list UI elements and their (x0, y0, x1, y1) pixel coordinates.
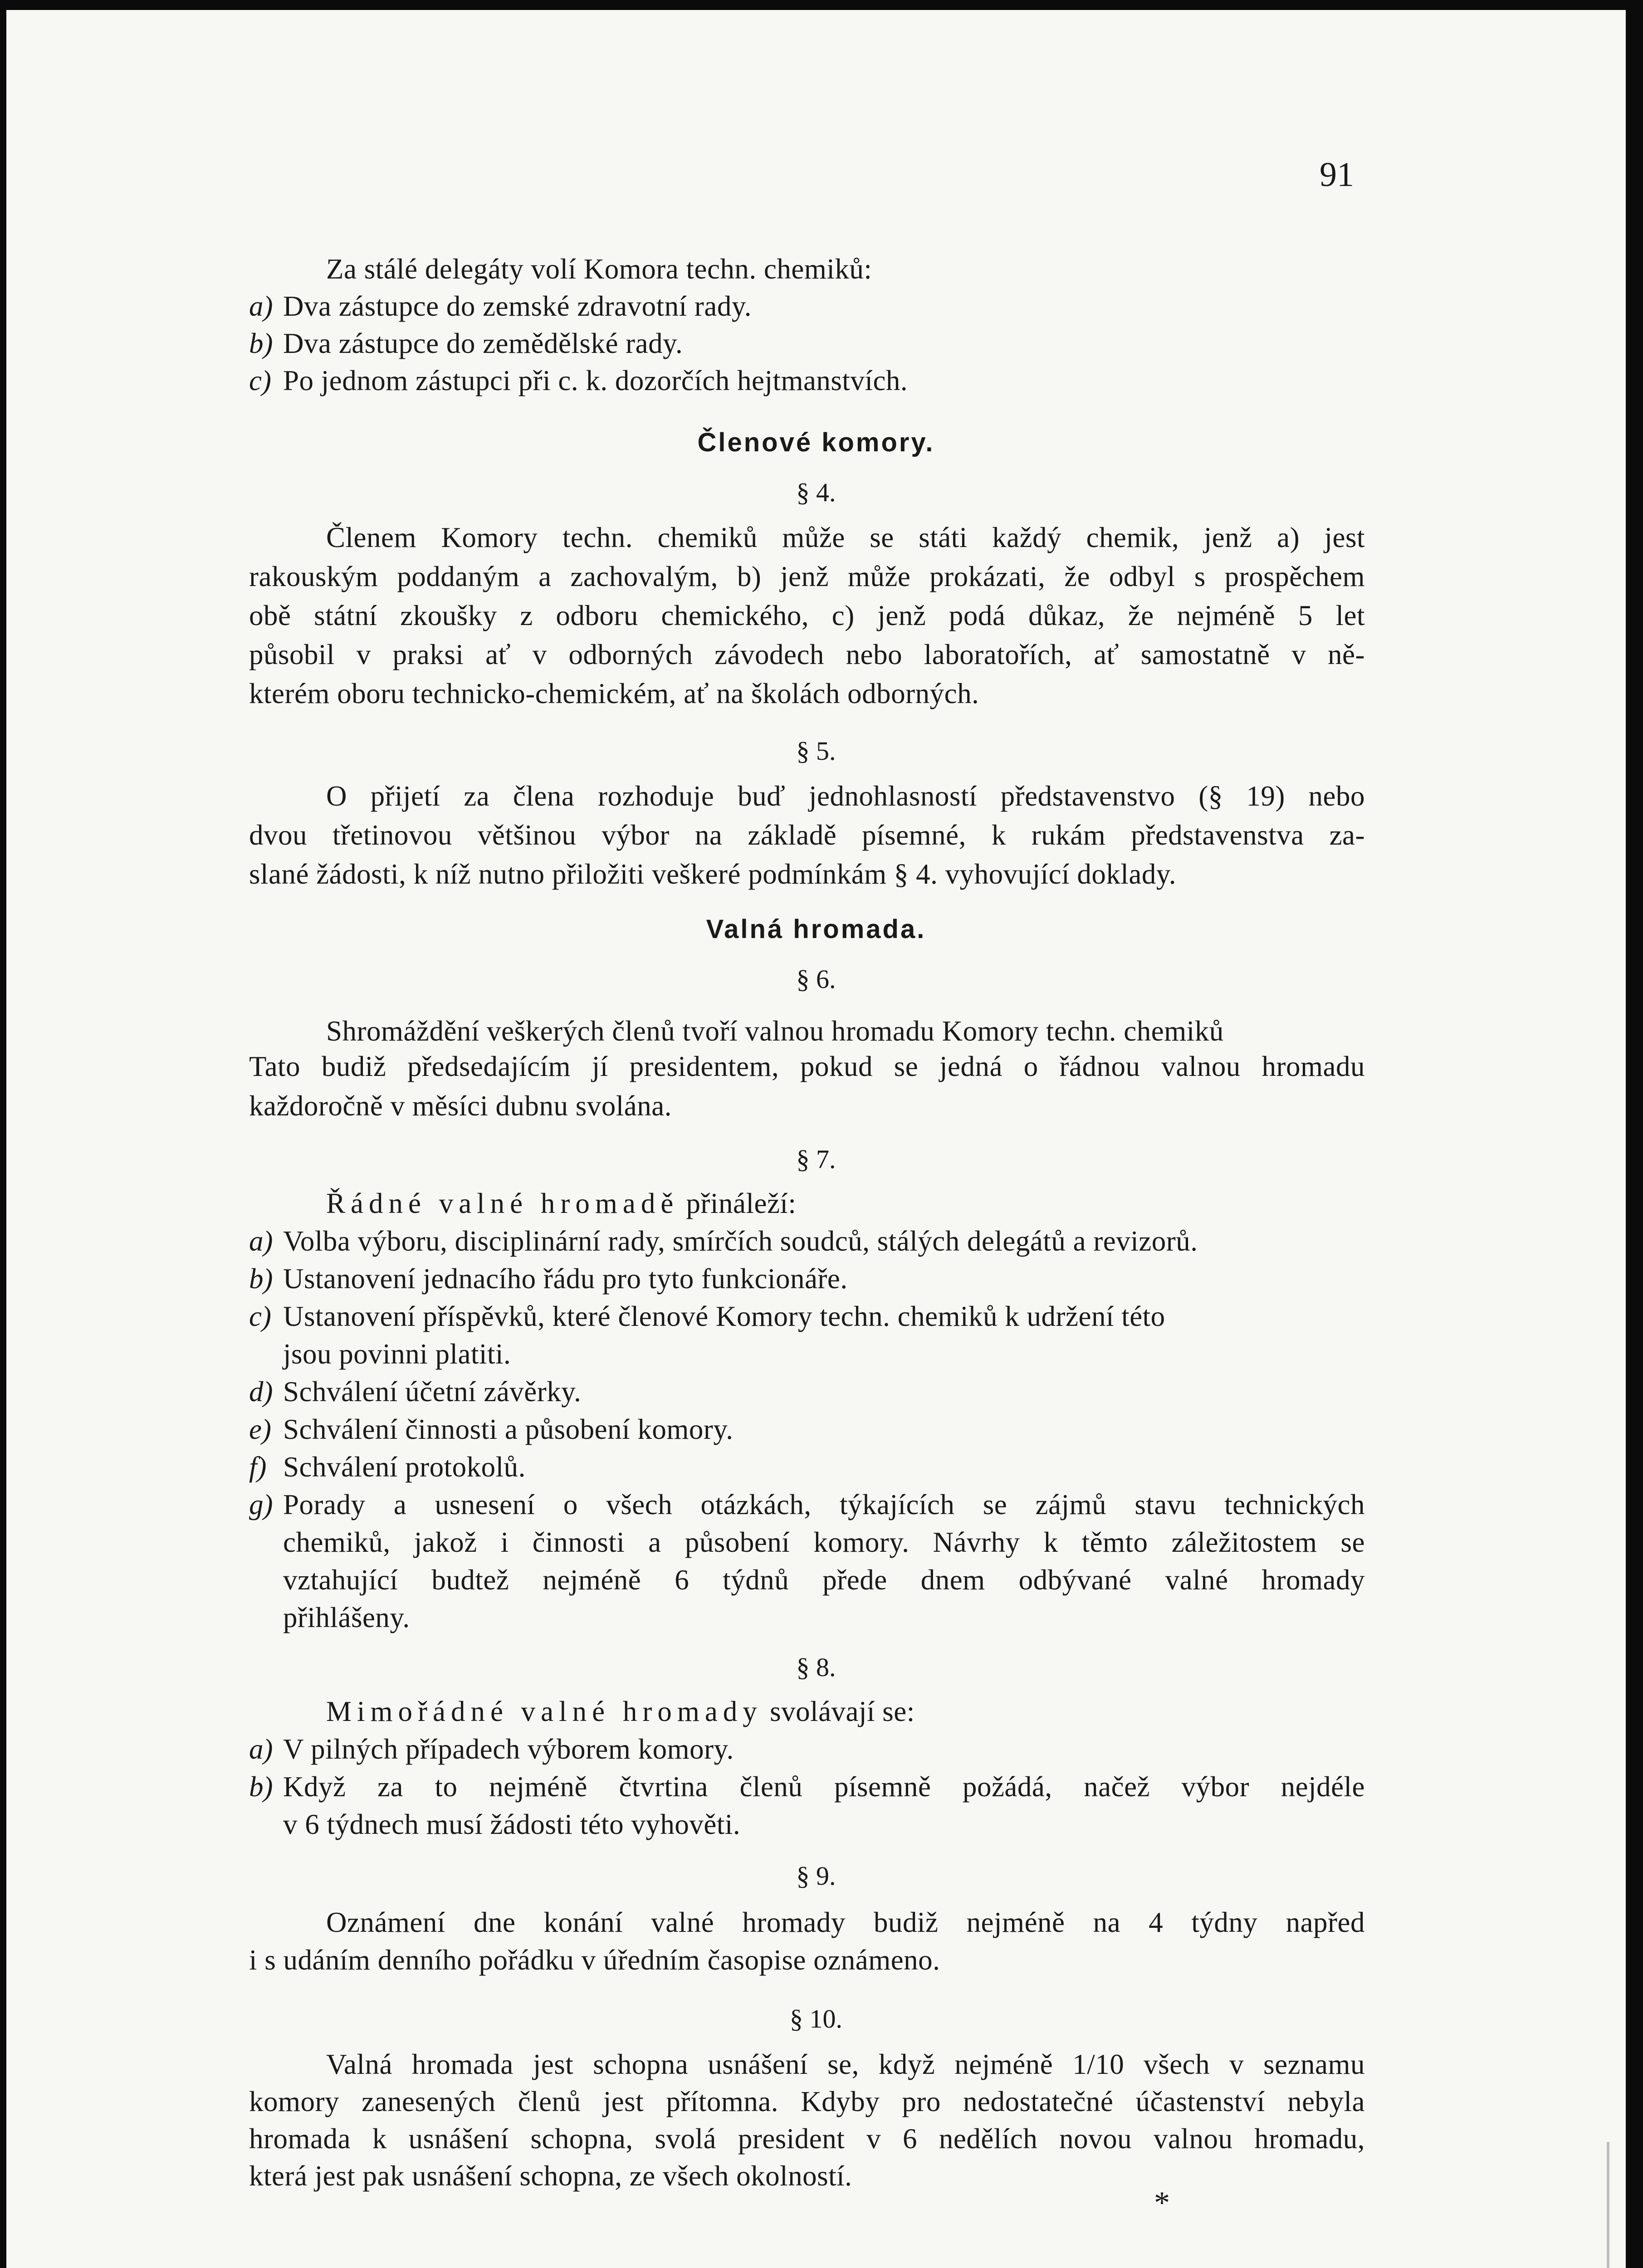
text-line: působil v praksi ať v odborných závodech nebo laboratořích, ať samostatně v ně- (249, 639, 1365, 670)
text-line: Valná hromada jest schopna usnášení se, když nejméně 1/10 všech v seznamu (326, 2048, 1365, 2080)
text-line: Oznámení dne konání valné hromady budiž nejméně na 4 týdny napřed (326, 1906, 1365, 1938)
list-item: Schválení účetní závěrky. (283, 1376, 582, 1408)
paragraph-mark: § 8. (796, 1652, 836, 1682)
paragraph-intro (326, 1697, 1365, 1726)
section-heading: Valná hromada. (706, 914, 926, 944)
paragraph-intro (326, 1189, 1365, 1218)
list-item-cont: vztahující budtež nejméně 6 týdnů přede dnem odbývané valné hromady (283, 1564, 1365, 1596)
text-line: dvou třetinovou většinou výbor na základě písemné, k rukám představenstva za- (249, 819, 1365, 851)
text-line: kterém oboru technicko-chemickém, ať na školách odborných. (249, 678, 979, 709)
asterisk-mark: * (1154, 2185, 1170, 2220)
list-label: b) (249, 1263, 273, 1295)
list-label: f) (249, 1451, 267, 1483)
list-item-cont: chemiků, jakož i činnosti a působení komory. Návrhy k těmto záležitostem se (283, 1526, 1365, 1558)
text-line: každoročně v měsíci dubnu svolána. (249, 1090, 672, 1122)
list-label: a) (249, 1225, 273, 1257)
paragraph-mark: § 7. (796, 1144, 836, 1174)
paragraph-mark: § 9. (796, 1861, 836, 1891)
text-line: hromada k usnášení schopna, svolá president v 6 nedělích novou valnou hromadu, (249, 2123, 1365, 2155)
text-line: Shromáždění veškerých členů tvoří valnou hromadu Komory techn. chemiků (326, 1015, 1224, 1047)
spaced-emphasis: Mimořádné valné hromady (326, 1696, 763, 1727)
text-line: Členem Komory techn. chemiků může se státi každý chemik, jenž a) jest (326, 522, 1365, 553)
list-item: Schválení protokolů. (283, 1451, 526, 1483)
text-line: slané žádosti, k níž nutno přiložiti veškeré podmínkám § 4. vyhovující doklady. (249, 858, 1177, 890)
list-item-cont: přihlášeny. (283, 1602, 410, 1633)
list-item: Porady a usnesení o všech otázkách, týkajících se zájmů stavu technických (283, 1489, 1365, 1520)
scan-edge-line (1607, 2142, 1609, 2268)
list-item: Dva zástupce do zemědělské rady. (283, 327, 683, 359)
intro-rest: svolávají se: (762, 1696, 915, 1727)
paragraph-mark: § 10. (790, 2004, 842, 2033)
paragraph-mark: § 4. (796, 478, 836, 507)
spaced-emphasis: Řádné valné hromadě (326, 1188, 679, 1219)
text-line: Tato budiž předsedajícím jí presidentem, pokud se jedná o řádnou valnou hromadu (249, 1051, 1365, 1082)
list-item-cont: v 6 týdnech musí žádosti této vyhověti. (283, 1809, 741, 1840)
list-item: Ustanovení příspěvků, které členové Komory techn. chemiků k udržení této (283, 1300, 1165, 1332)
list-item: Volba výboru, disciplinární rady, smírčích soudců, stálých delegátů a revizorů. (283, 1225, 1198, 1257)
list-label: a) (249, 290, 273, 322)
text-line: O přijetí za člena rozhoduje buď jednohlasností představenstvo (§ 19) nebo (326, 780, 1365, 812)
list-label: e) (249, 1413, 271, 1445)
text-line: která jest pak usnášení schopna, ze všech okolností. (249, 2160, 852, 2192)
list-label: c) (249, 1300, 271, 1332)
text-line: komory zanesených členů jest přítomna. Kdyby pro nedostatečné účastenství nebyla (249, 2086, 1365, 2117)
text-line: obě státní zkoušky z odboru chemického, c) jenž podá důkaz, že nejméně 5 let (249, 600, 1365, 631)
paragraph-mark: § 5. (796, 736, 836, 766)
list-item: Když za to nejméně čtvrtina členů písemně požádá, načež výbor nejdéle (283, 1771, 1365, 1803)
text-line: rakouským poddaným a zachovalým, b) jenž může prokázati, že odbyl s prospěchem (249, 561, 1365, 592)
page-number: 91 (1320, 156, 1354, 194)
list-item: Schválení činnosti a působení komory. (283, 1413, 733, 1445)
intro-line: Za stálé delegáty volí Komora techn. chemiků: (326, 253, 872, 285)
list-label: b) (249, 327, 273, 359)
list-label: g) (249, 1489, 273, 1520)
list-label: c) (249, 365, 271, 396)
paragraph-mark: § 6. (796, 964, 836, 994)
page-content (6, 10, 1626, 2268)
list-item: V pilných případech výborem komory. (283, 1733, 734, 1765)
list-label: a) (249, 1733, 273, 1765)
text-line: i s udáním denního pořádku v úředním časopise oznámeno. (249, 1944, 940, 1976)
list-label: b) (249, 1771, 273, 1803)
list-label: d) (249, 1376, 273, 1408)
list-item: Dva zástupce do zemské zdravotní rady. (283, 290, 752, 322)
list-item-cont: jsou povinni platiti. (283, 1338, 511, 1370)
list-item: Po jednom zástupci při c. k. dozorčích hejtmanstvích. (283, 365, 908, 396)
intro-rest: přináleží: (679, 1188, 797, 1219)
list-item: Ustanovení jednacího řádu pro tyto funkcionáře. (283, 1263, 848, 1295)
document-page (6, 10, 1626, 2268)
section-heading: Členové komory. (697, 428, 935, 457)
